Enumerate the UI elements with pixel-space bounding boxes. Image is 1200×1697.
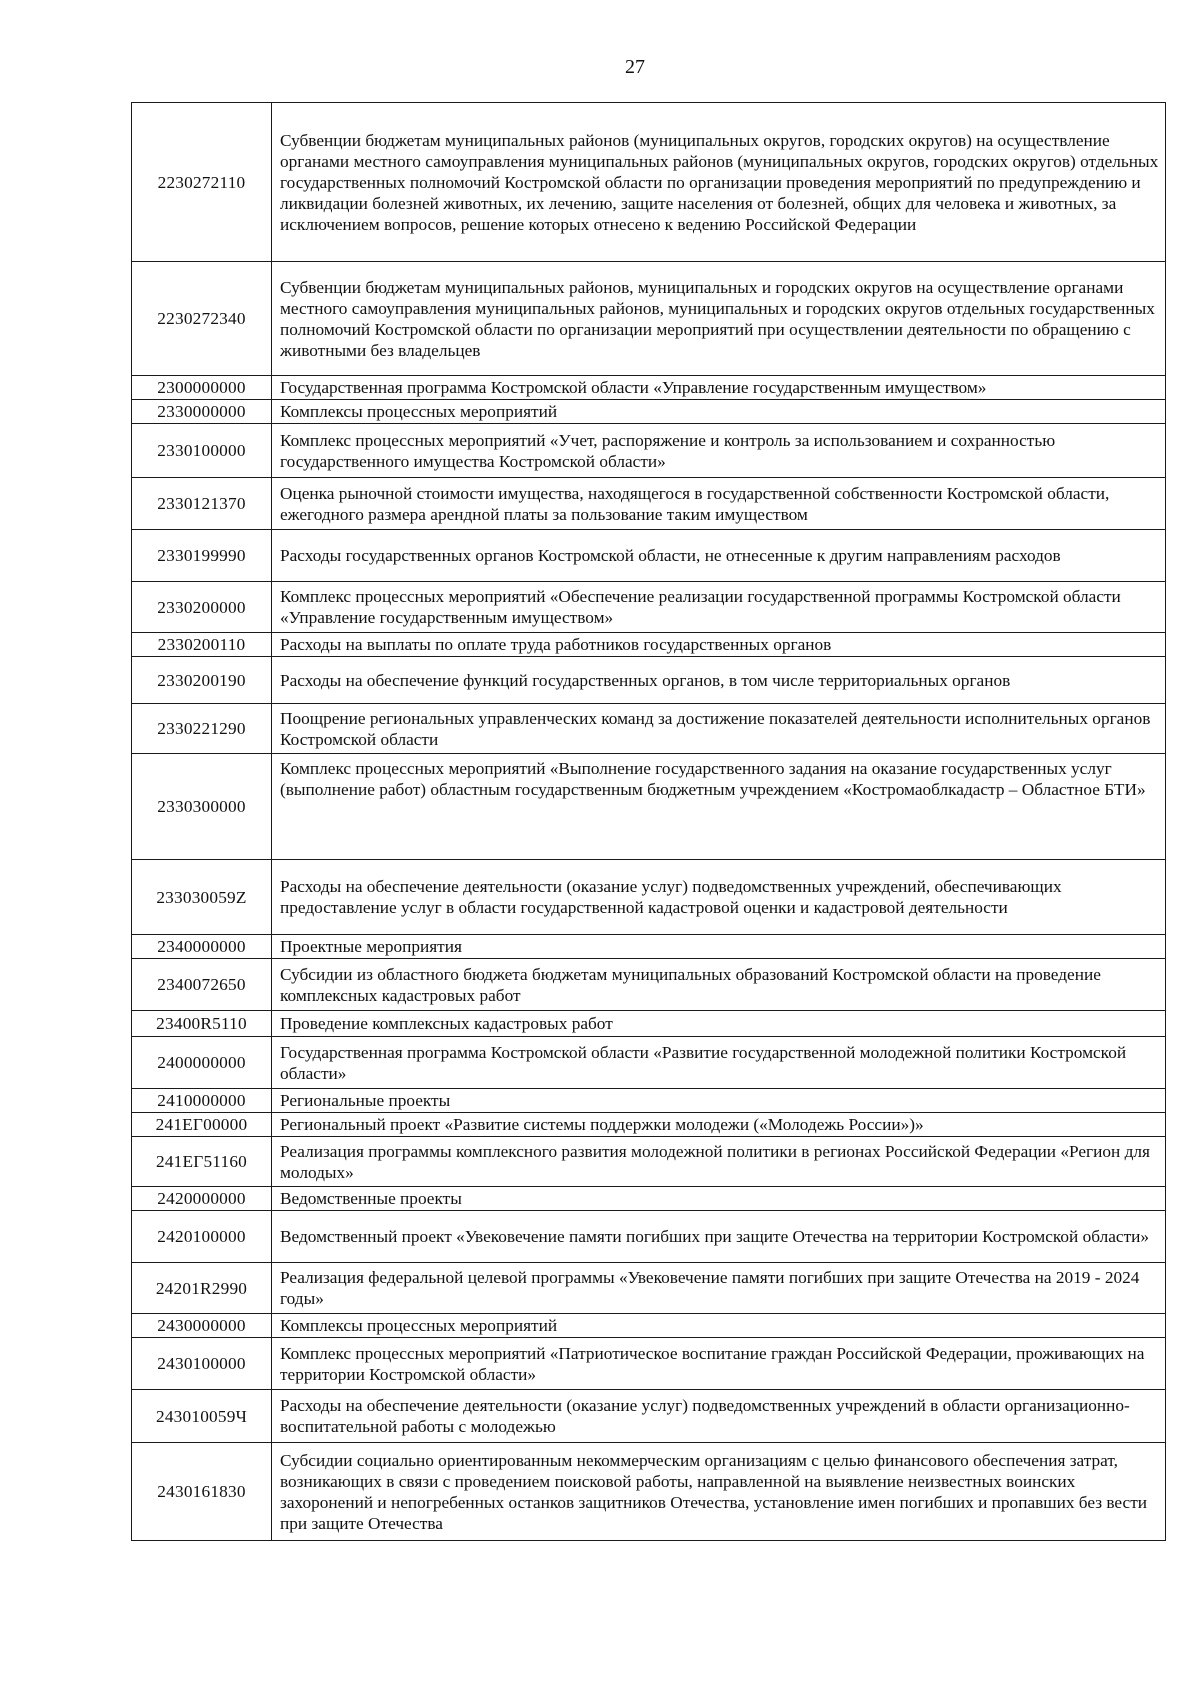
row-code: 2340072650	[132, 959, 272, 1011]
row-code: 2330200110	[132, 633, 272, 657]
row-code: 2330199990	[132, 530, 272, 582]
row-code: 241ЕГ00000	[132, 1113, 272, 1137]
row-description: Комплекс процессных мероприятий «Обеспечение реализации государственной программы Костромской области «Управление государственным имуществом»	[272, 582, 1166, 633]
table-row	[132, 530, 1166, 582]
table-row	[132, 1137, 1166, 1187]
table-row	[132, 1263, 1166, 1314]
table-row	[132, 424, 1166, 478]
row-code: 2300000000	[132, 376, 272, 400]
table-row	[132, 704, 1166, 754]
row-code: 23400R5110	[132, 1011, 272, 1037]
table-row	[132, 1443, 1166, 1541]
row-code: 2420100000	[132, 1211, 272, 1263]
table-row	[132, 478, 1166, 530]
row-code: 2330000000	[132, 400, 272, 424]
row-code: 2230272340	[132, 262, 272, 376]
table-row	[132, 1089, 1166, 1113]
table-row	[132, 262, 1166, 376]
page-number: 27	[625, 56, 645, 78]
row-description: Реализация федеральной целевой программы «Увековечение памяти погибших при защите Отечества на 2019 - 2024 годы»	[272, 1263, 1166, 1314]
row-code: 2330100000	[132, 424, 272, 478]
row-description: Субвенции бюджетам муниципальных районов (муниципальных округов, городских округов) на осуществление органами местного самоуправления муниципальных районов (муниципальных округов, городских округов) отдельных государственных полномочий Костромской области по организации проведения мероприятий по предупреждению и ликвидации болезней животных, их лечению, защите населения от болезней, общих для человека и животных, за исключением вопросов, решение которых отнесено к ведению Российской Федерации	[272, 103, 1166, 262]
row-code: 2430100000	[132, 1338, 272, 1390]
table-row	[132, 1390, 1166, 1443]
table-row	[132, 860, 1166, 935]
table-row	[132, 1211, 1166, 1263]
row-code: 2330200190	[132, 657, 272, 704]
row-code: 2230272110	[132, 103, 272, 262]
row-code: 2420000000	[132, 1187, 272, 1211]
row-code: 2410000000	[132, 1089, 272, 1113]
table-body	[132, 103, 1166, 1541]
row-description: Расходы на обеспечение функций государственных органов, в том числе территориальных органов	[272, 657, 1166, 704]
row-code: 2340000000	[132, 935, 272, 959]
row-description: Реализация программы комплексного развития молодежной политики в регионах Российской Федерации «Регион для молодых»	[272, 1137, 1166, 1187]
row-description: Поощрение региональных управленческих команд за достижение показателей деятельности исполнительных органов Костромской области	[272, 704, 1166, 754]
row-code: 241ЕГ51160	[132, 1137, 272, 1187]
row-description: Ведомственный проект «Увековечение памяти погибших при защите Отечества на территории Костромской области»	[272, 1211, 1166, 1263]
row-description: Расходы на обеспечение деятельности (оказание услуг) подведомственных учреждений в области организационно-воспитательной работы с молодежью	[272, 1390, 1166, 1443]
table-row	[132, 1314, 1166, 1338]
table-row	[132, 1338, 1166, 1390]
row-code: 2330200000	[132, 582, 272, 633]
table-row	[132, 935, 1166, 959]
row-description: Оценка рыночной стоимости имущества, находящегося в государственной собственности Костромской области, ежегодного размера арендной платы за пользование таким имуществом	[272, 478, 1166, 530]
row-description: Расходы на обеспечение деятельности (оказание услуг) подведомственных учреждений, обеспечивающих предоставление услуг в области государственной кадастровой оценки и кадастровой деятельности	[272, 860, 1166, 935]
row-description: Субвенции бюджетам муниципальных районов, муниципальных и городских округов на осуществление органами местного самоуправления муниципальных районов, муниципальных и городских округов отдельных государственных полномочий Костромской области по организации мероприятий при осуществлении деятельности по обращению с животными без владельцев	[272, 262, 1166, 376]
row-code: 24201R2990	[132, 1263, 272, 1314]
table-row	[132, 1113, 1166, 1137]
table-row	[132, 1011, 1166, 1037]
row-code: 2330300000	[132, 754, 272, 860]
table-row	[132, 103, 1166, 262]
table-row	[132, 376, 1166, 400]
table-row	[132, 400, 1166, 424]
row-description: Комплекс процессных мероприятий «Патриотическое воспитание граждан Российской Федерации, проживающих на территории Костромской области»	[272, 1338, 1166, 1390]
row-description: Региональные проекты	[272, 1089, 1166, 1113]
table-row	[132, 633, 1166, 657]
row-description: Комплекс процессных мероприятий «Учет, распоряжение и контроль за использованием и сохранностью государственного имущества Костромской области»	[272, 424, 1166, 478]
row-description: Ведомственные проекты	[272, 1187, 1166, 1211]
budget-classification-table	[131, 102, 1166, 1541]
table-row	[132, 657, 1166, 704]
row-code: 2330221290	[132, 704, 272, 754]
row-description: Расходы государственных органов Костромской области, не отнесенные к другим направлениям расходов	[272, 530, 1166, 582]
row-description: Комплексы процессных мероприятий	[272, 1314, 1166, 1338]
row-description: Расходы на выплаты по оплате труда работников государственных органов	[272, 633, 1166, 657]
table-row	[132, 754, 1166, 860]
row-code: 2330121370	[132, 478, 272, 530]
table-row	[132, 1187, 1166, 1211]
row-description: Комплекс процессных мероприятий «Выполнение государственного задания на оказание государственных услуг (выполнение работ) областным государственным бюджетным учреждением «Костромаоблкадастр – Областное БТИ»	[272, 754, 1166, 860]
row-code: 243010059Ч	[132, 1390, 272, 1443]
row-code: 233030059Z	[132, 860, 272, 935]
row-code: 2400000000	[132, 1037, 272, 1089]
row-description: Государственная программа Костромской области «Развитие государственной молодежной политики Костромской области»	[272, 1037, 1166, 1089]
row-description: Субсидии социально ориентированным некоммерческим организациям с целью финансового обеспечения затрат, возникающих в связи с проведением поисковой работы, направленной на выявление неизвестных воинских захоронений и непогребенных останков защитников Отечества, установление имен погибших и пропавших без вести при защите Отечества	[272, 1443, 1166, 1541]
row-description: Субсидии из областного бюджета бюджетам муниципальных образований Костромской области на проведение комплексных кадастровых работ	[272, 959, 1166, 1011]
row-code: 2430000000	[132, 1314, 272, 1338]
row-description: Проведение комплексных кадастровых работ	[272, 1011, 1166, 1037]
row-description: Региональный проект «Развитие системы поддержки молодежи («Молодежь России»)»	[272, 1113, 1166, 1137]
table-row	[132, 1037, 1166, 1089]
row-description: Проектные мероприятия	[272, 935, 1166, 959]
row-code: 2430161830	[132, 1443, 272, 1541]
row-description: Государственная программа Костромской области «Управление государственным имуществом»	[272, 376, 1166, 400]
table-row	[132, 582, 1166, 633]
row-description: Комплексы процессных мероприятий	[272, 400, 1166, 424]
table-row	[132, 959, 1166, 1011]
